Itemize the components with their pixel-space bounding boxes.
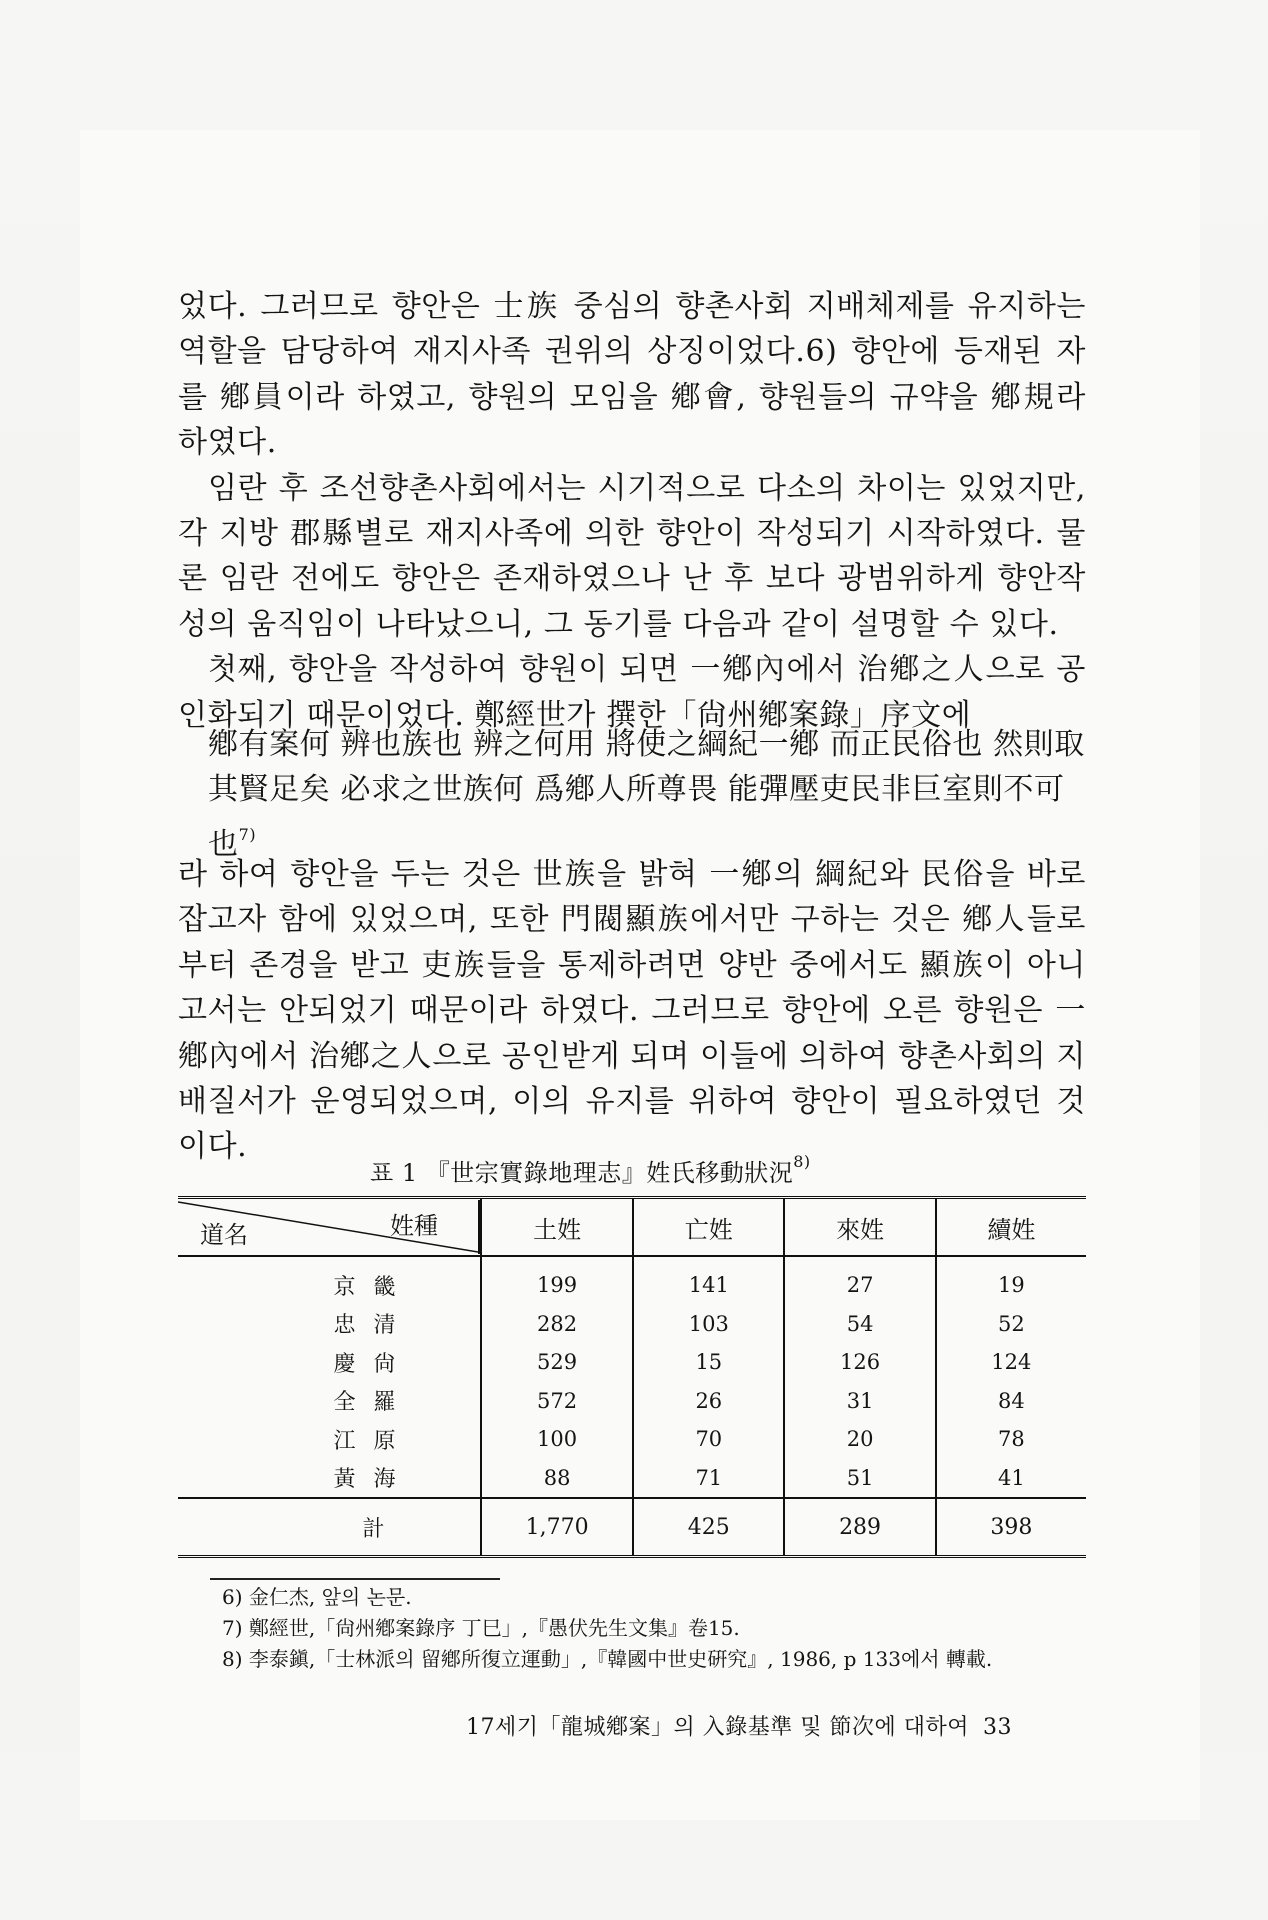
value-cell: 15: [633, 1343, 784, 1382]
region-cell: 江原: [178, 1420, 481, 1459]
value-cell: 100: [481, 1420, 633, 1459]
value-cell: 19: [936, 1256, 1086, 1305]
table-total-row: [178, 1498, 1086, 1557]
paragraph-2: 임란 후 조선향촌사회에서는 시기적으로 다소의 차이는 있었지만, 각 지방 郡縣별로 재지사족에 의한 향안이 작성되기 시작하였다. 물론 임란 전에도 향안은 존재하였으나 난 후 보다 광범위하게 향안작성의 움직임이 나타났으니, 그 동기를 다음과 같이 설명할 수 있다.: [178, 470, 1086, 642]
value-cell: 20: [784, 1420, 935, 1459]
footnote-6: 6) 金仁杰, 앞의 논문.: [222, 1585, 412, 1609]
value-cell: 70: [633, 1420, 784, 1459]
value-cell: 26: [633, 1382, 784, 1421]
table-caption: [370, 1152, 890, 1188]
value-cell: 52: [936, 1305, 1086, 1344]
value-cell: 282: [481, 1305, 633, 1344]
value-cell: 84: [936, 1382, 1086, 1421]
value-cell: 88: [481, 1459, 633, 1499]
value-cell: 124: [936, 1343, 1086, 1382]
value-cell: 41: [936, 1459, 1086, 1499]
paragraph-1: 었다. 그러므로 향안은 士族 중심의 향촌사회 지배체제를 유지하는 역할을 담당하여 재지사족 권위의 상징이었다.6) 향안에 등재된 자를 鄕員이라 하였고, 향원의 모임을 鄕會, 향원들의 규약을 鄕規라 하였다.: [178, 289, 1086, 461]
value-cell: 27: [784, 1256, 935, 1305]
value-cell: 572: [481, 1382, 633, 1421]
region-cell: 全羅: [178, 1382, 481, 1421]
value-cell: 199: [481, 1256, 633, 1305]
table-row: [178, 1382, 1086, 1421]
column-header: 續姓: [936, 1198, 1086, 1257]
block-quote: [208, 722, 1086, 867]
body-text-top: [178, 284, 1086, 738]
total-value: 1,770: [481, 1498, 633, 1557]
footnotes: [222, 1582, 1102, 1675]
total-value: 425: [633, 1498, 784, 1557]
region-cell: 忠清: [178, 1305, 481, 1344]
paragraph-3: 첫째, 향안을 작성하여 향원이 되면 一鄕內에서 治鄕之人으로 공인화되기 때문이었다. 鄭經世가 撰한「尙州鄕案錄」序文에: [178, 652, 1086, 733]
table-row: [178, 1256, 1086, 1305]
footnote-8: 8) 李泰鎭,「士林派의 留鄕所復立運動」,『韓國中世史硏究』, 1986, p 133에서 轉載.: [222, 1647, 993, 1671]
value-cell: 103: [633, 1305, 784, 1344]
quote-line-2: 其賢足矣 必求之世族何 爲鄕人所尊畏 能彈壓吏民非巨室則不可也: [208, 772, 1065, 862]
total-label: 計: [178, 1498, 481, 1557]
region-cell: 慶尙: [178, 1343, 481, 1382]
footnote-ref-8: 8): [793, 1152, 811, 1171]
value-cell: 126: [784, 1343, 935, 1382]
footnote-divider: [210, 1578, 500, 1580]
value-cell: 54: [784, 1305, 935, 1344]
running-footer: [466, 1710, 1066, 1741]
table-row: [178, 1343, 1086, 1382]
region-cell: 京畿: [178, 1256, 481, 1305]
table-caption-text: 표 1 『世宗實錄地理志』姓氏移動狀況: [370, 1159, 794, 1187]
quote-line-1: 鄕有案何 辨也族也 辨之何用 將使之綱紀一鄕 而正民俗也 然則取: [208, 727, 1085, 762]
footnote-7: 7) 鄭經世,「尙州鄕案錄序 丁巳」,『愚伏先生文集』卷15.: [222, 1616, 740, 1640]
surname-table: [178, 1196, 1086, 1558]
diagonal-header: [178, 1200, 480, 1254]
value-cell: 141: [633, 1256, 784, 1305]
column-header: 亡姓: [633, 1198, 784, 1257]
value-cell: 78: [936, 1420, 1086, 1459]
running-title: 17세기「龍城鄕案」의 入錄基準 및 節次에 대하여: [466, 1715, 969, 1740]
value-cell: 529: [481, 1343, 633, 1382]
footnote-ref-7: 7): [238, 825, 257, 844]
table-row: [178, 1459, 1086, 1499]
page-number: 33: [982, 1715, 1012, 1740]
table-row: [178, 1305, 1086, 1344]
total-value: 289: [784, 1498, 935, 1557]
region-cell: 黃海: [178, 1459, 481, 1499]
value-cell: 51: [784, 1459, 935, 1499]
table-header-row: [178, 1198, 1086, 1257]
table-corner-cell: [178, 1198, 481, 1257]
paragraph-4: 라 하여 향안을 두는 것은 世族을 밝혀 一鄕의 綱紀와 民俗을 바로잡고자 함에 있었으며, 또한 門閥顯族에서만 구하는 것은 鄕人들로부터 존경을 받고 吏族들을 통제하려면 양반 중에서도 顯族이 아니고서는 안되었기 때문이라 하였다. 그러므로 향안에 오른 향원은 一鄕內에서 治鄕之人으로 공인받게 되며 이들에 의하여 향촌사회의 지배질서가 운영되었으며, 이의 유지를 위하여 향안이 필요하였던 것이다.: [178, 857, 1086, 1165]
body-text-bottom: [178, 852, 1086, 1170]
table-row: [178, 1420, 1086, 1459]
column-header: 來姓: [784, 1198, 935, 1257]
column-header: 土姓: [481, 1198, 633, 1257]
corner-label-province: 道名: [200, 1221, 248, 1249]
total-value: 398: [936, 1498, 1086, 1557]
value-cell: 71: [633, 1459, 784, 1499]
corner-label-surname-type: 姓種: [390, 1212, 438, 1240]
value-cell: 31: [784, 1382, 935, 1421]
